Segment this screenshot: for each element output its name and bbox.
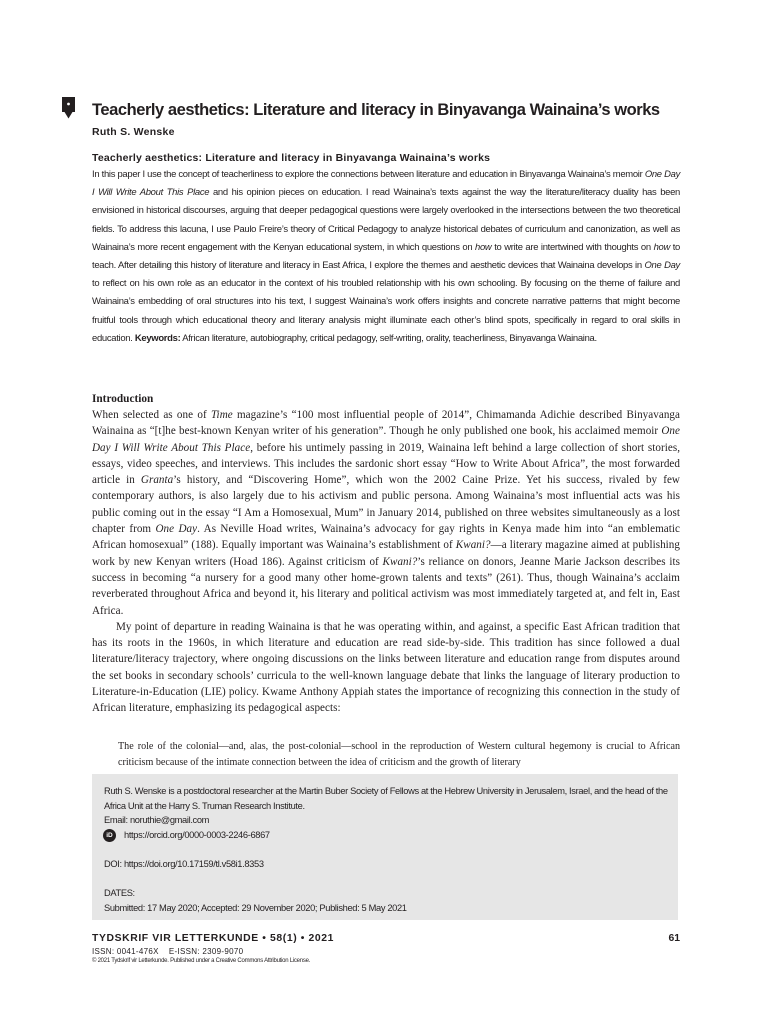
paragraph: My point of departure in reading Wainaina is that he was operating within, and against, a specific East African tradition that has its roots in the 1960s, in which literature and education are read side-by-side. This tradition has since followed a dual literature/literacy trajectory, where ongoing discussions on the links between literature and education range from disputes around the set books in secondary schools’ curricula to the well-known language debate that links the language of literary production to Literature-in-Education (LIE) policy. Kwame Anthony Appiah states the importance of recognizing this connection in the study of African literature, emphasizing its pedagogical aspects: xyxy=(92,620,680,715)
orcid-link[interactable]: https://orcid.org/0000-0003-2246-6867 xyxy=(124,830,270,840)
paragraph xyxy=(92,166,680,348)
text-run: , before his untimely passing in 2019, Wainaina left behind a large collection of short stories, essays, video speeches, and interviews. This includes the sardonic short essay “How to Write About Africa”, the most forwarded article in xyxy=(92,441,681,487)
abstract-heading: Teacherly aesthetics: Literature and literacy in Binyavanga Wainaina’s works xyxy=(92,152,491,164)
italic-text: One Day I Will Write About This Place xyxy=(92,169,680,199)
author-email[interactable]: Email: noruthie@gmail.com xyxy=(104,815,210,825)
paragraph: The role of the colonial—and, alas, the post-colonial—school in the reproduction of Western cultural hegemony is crucial to African criticism because of the intimate connection between the idea of criticism and the growth of literary xyxy=(118,741,680,769)
italic-text: Time xyxy=(210,409,233,421)
italic-text: Granta xyxy=(140,474,174,487)
text-run: In this paper I use the concept of teacherliness to explore the connections between literature and education in Binyavanga Wainaina’s memoir xyxy=(92,169,645,180)
text-run: magazine’s “100 most influential people of 2014”, Chimamanda Adichie described Binyavanga Wainaina as “[t]he best-known Kenyan writer of his generation”. Though he only published one book, his acclaimed memoir xyxy=(92,409,680,438)
text-run: ’s history, and “Discovering Home”, which won the 2002 Caine Prize. Yet his success, rivaled by few contemporary authors, is also largely due to his activism and public persona. Among Wainaina’s most influential acts was his public coming out in the essay “I Am a Homosexual, Mum” in January 2014, published on three websites simultaneously as a lost chapter from xyxy=(92,474,680,536)
license-notice: © 2021 Tydskrif vir Letterkunde. Published under a Creative Commons Attribution License. xyxy=(92,958,311,964)
italic-text: One Day xyxy=(644,260,680,272)
section-heading-introduction: Introduction xyxy=(92,393,154,405)
issn: ISSN: 0041-476X E-ISSN: 2309-9070 xyxy=(92,947,244,956)
article-title: Teacherly aesthetics: Literature and literacy in Binyavanga Wainaina’s works xyxy=(92,101,660,119)
text-run: When selected as one of xyxy=(92,409,211,421)
text-run: —a literary magazine aimed at publishing work by new Kenyan writers (Hoad 186). Against criticism of xyxy=(92,539,681,568)
italic-text: Kwani? xyxy=(382,555,418,568)
block-quote xyxy=(118,739,680,772)
publication-dates: Submitted: 17 May 2020; Accepted: 29 November 2020; Published: 5 May 2021 xyxy=(104,903,407,913)
italic-text: how xyxy=(475,241,492,253)
document-tag-icon xyxy=(62,97,75,119)
article-author: Ruth S. Wenske xyxy=(92,126,175,138)
text-run: to reflect on his own role as an educator in the context of his troubled relationship with his own schooling. By focusing on the theme of failure and Wainaina’s embedding of oral structures into his text, I suggest Wainaina’s work offers insights and concrete narrative patterns that might become fruitful tools through which educational theory and literary analysis might illuminate each other’s blind spots, specifically in regard to oral skills in education. xyxy=(92,278,680,344)
journal-name: TYDSKRIF VIR LETTERKUNDE • 58(1) • 2021 xyxy=(92,933,334,944)
orcid-icon: iD xyxy=(103,829,116,842)
text-run: to teach. After detailing this history of literature and literacy in East Africa, I explore the themes and aesthetic devices that Wainaina develops in xyxy=(92,241,681,272)
doi-link[interactable]: DOI: https://doi.org/10.17159/tl.v58i1.8353 xyxy=(104,859,264,869)
text-run: and his opinion pieces on education. I read Wainaina’s texts against the way the literature/literacy duality has been envisioned in historical discourses, arguing that deeper pedagogical questions were largely overlooked in the intersections between the two theoretical fields. To address this lacuna, I use Paulo Freire’s theory of Critical Pedagogy to analyze historical debates of curriculum and canonization, as well as Wainaina’s more recent engagement with the Kenyan educational system, in which questions on xyxy=(92,187,680,253)
abstract xyxy=(92,166,680,348)
author-bio: Ruth S. Wenske is a postdoctoral researcher at the Martin Buber Society of Fellows at the Hebrew University in Jerusalem, Israel, and the head of the Africa Unit at the Harry S. Truman Research Institute. xyxy=(104,786,668,811)
text-run: ’s reliance on donors, Jeanne Marie Jackson describes its success in becoming “a nursery for a good many other home-grown talents and texts” (261). Thus, though Wainaina’s acclaim reverberated throughout Africa and beyond it, his literary and political activism was most immediately targeted at, and felt in, East Africa. xyxy=(92,555,680,617)
italic-text: One Day xyxy=(155,523,198,536)
italic-text: One Day I Will Write About This Place xyxy=(92,425,680,454)
italic-text: Kwani? xyxy=(455,539,491,552)
body-text xyxy=(92,407,680,717)
keywords-label: Keywords: xyxy=(134,332,181,344)
text-run: to write are intertwined with thoughts on xyxy=(491,241,654,253)
keywords: African literature, autobiography, critical pedagogy, self-writing, orality, teacherliness, Binyavanga Wainaina. xyxy=(180,332,597,344)
text-run: . As Neville Hoad writes, Wainaina’s advocacy for gay rights in Kenya made him into “an emblematic African homosexual” (188). Equally important was Wainaina’s establishment of xyxy=(92,523,681,552)
paragraph xyxy=(92,407,680,619)
page-number: 61 xyxy=(668,933,680,944)
italic-text: how xyxy=(653,241,670,253)
dates-label: DATES: xyxy=(104,888,135,898)
